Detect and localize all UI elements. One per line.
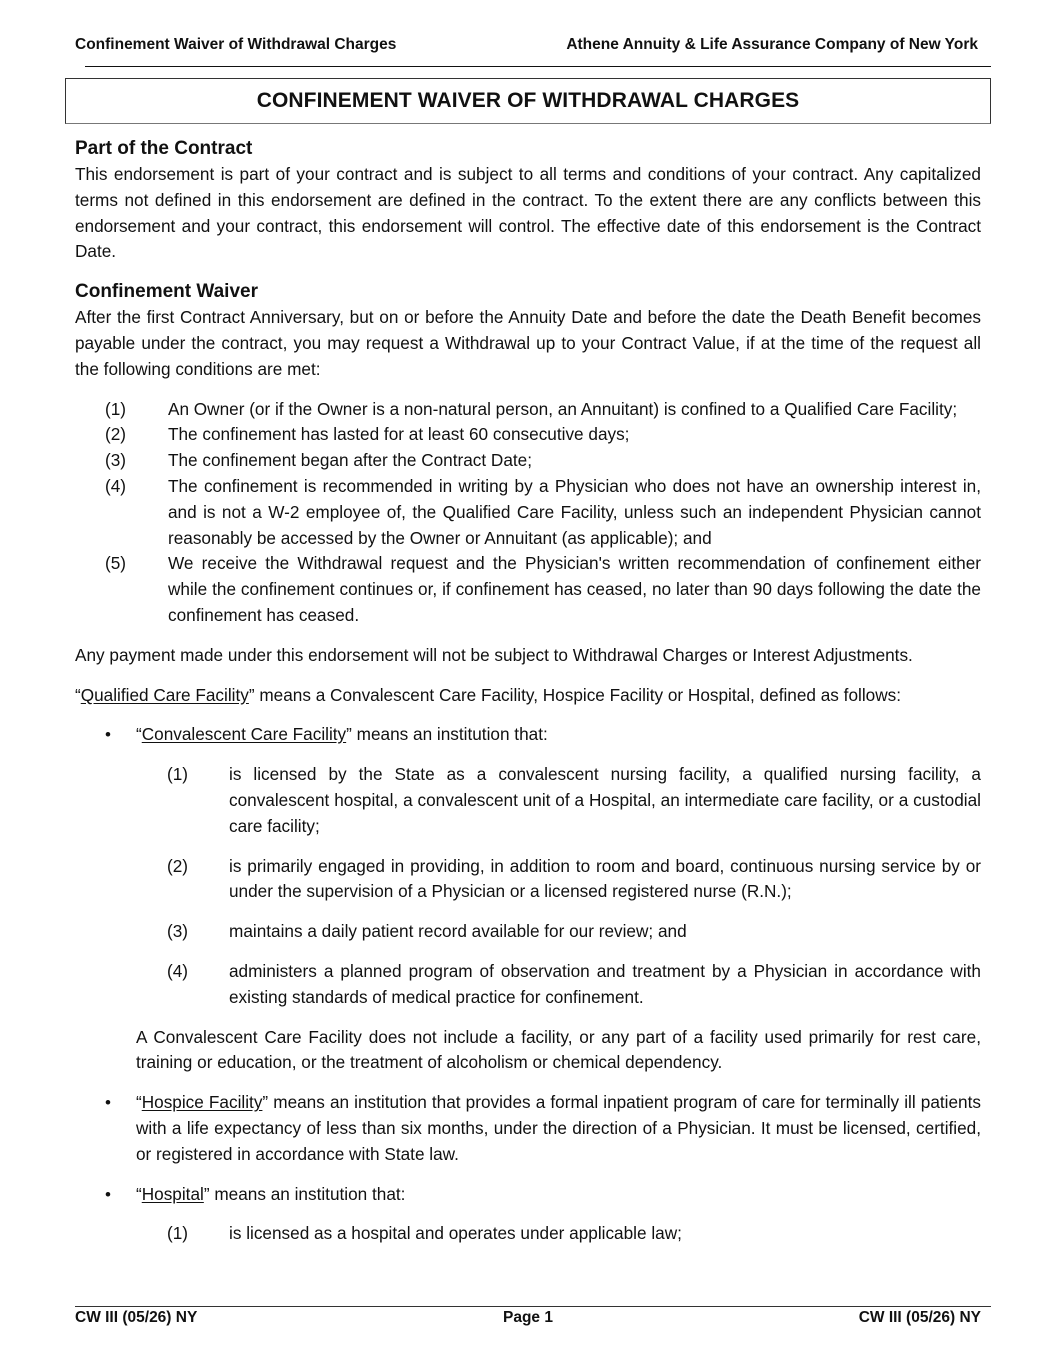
- footer-form-number-left: CW III (05/26) NY: [75, 1309, 198, 1326]
- footer-form-number-right: CW III (05/26) NY: [858, 1309, 981, 1326]
- criteria-text: is licensed by the State as a convalescent nursing facility, a qualified nursing facility, a convalescent hospital, a convalescent unit of a Hospital, an intermediate care facility, or a custodial care facility;: [229, 764, 981, 836]
- criteria-number: (2): [167, 855, 189, 876]
- definition-hospice-facility: [75, 1090, 981, 1167]
- definition-text: ” means an institution that provides a formal inpatient program of care for terminally ill patients with a life expectancy of less than six months, under the direction of a Physician. It must be licensed, certified, or registered in accordance with State law.: [136, 1092, 981, 1164]
- criteria-item: [75, 959, 981, 1011]
- criteria-text: is licensed as a hospital and operates under applicable law;: [229, 1223, 682, 1244]
- bullet-icon: •: [105, 725, 111, 745]
- qualified-care-facility-definition: [75, 683, 981, 709]
- header-company-name: Athene Annuity & Life Assurance Company of New York: [566, 36, 978, 53]
- condition-text: An Owner (or if the Owner is a non-natural person, an Annuitant) is confined to a Qualified Care Facility;: [168, 398, 958, 419]
- running-header: [75, 36, 980, 56]
- condition-item: [75, 551, 981, 628]
- open-quote: “: [75, 684, 81, 705]
- header-form-title: Confinement Waiver of Withdrawal Charges: [75, 36, 397, 53]
- condition-text: The confinement has lasted for at least 60 consecutive days;: [168, 424, 630, 445]
- footer-divider: [75, 1306, 991, 1307]
- criteria-number: (1): [167, 764, 189, 785]
- conditions-list: [75, 397, 981, 629]
- criteria-number: (3): [167, 921, 189, 942]
- page-title: CONFINEMENT WAIVER OF WITHDRAWAL CHARGES: [256, 89, 800, 112]
- criteria-text: maintains a daily patient record available for our review; and: [229, 921, 687, 942]
- defined-term-convalescent-care-facility: Convalescent Care Facility: [141, 724, 347, 745]
- open-quote: “: [136, 1183, 142, 1204]
- page-footer: [75, 1309, 981, 1329]
- condition-number: (2): [105, 424, 127, 445]
- definition-text: ” means a Convalescent Care Facility, Hospice Facility or Hospital, defined as follows:: [248, 684, 901, 705]
- title-box: [65, 78, 991, 124]
- definition-hospital: [75, 1182, 981, 1208]
- condition-text: The confinement began after the Contract Date;: [168, 450, 533, 471]
- definition-text: ” means an institution that:: [203, 1183, 406, 1204]
- condition-item: [75, 474, 981, 551]
- bullet-icon: •: [105, 1093, 111, 1113]
- criteria-item: [75, 1221, 981, 1247]
- condition-text: We receive the Withdrawal request and the Physician's written recommendation of confinement either while the confinement continues or, if confinement has ceased, no later than 90 days following the date the confinement has ceased.: [168, 553, 981, 625]
- part-of-contract-text: This endorsement is part of your contract and is subject to all terms and conditions of your contract. Any capitalized terms not defined in this endorsement are defined in the contract. To the extent there are any conflicts between this endorsement and your contract, this endorsement will control. The effective date of this endorsement is the Contract Date.: [75, 164, 981, 262]
- criteria-number: (4): [167, 960, 189, 981]
- open-quote: “: [136, 1092, 142, 1113]
- condition-item: [75, 422, 981, 448]
- page-number: Page 1: [503, 1309, 553, 1326]
- criteria-text: is primarily engaged in providing, in addition to room and board, continuous nursing service by or under the supervision of a Physician or a licensed registered nurse (R.N.);: [229, 855, 981, 902]
- criteria-item: [75, 919, 981, 945]
- header-divider: [85, 66, 991, 67]
- definition-convalescent-care-facility: [75, 722, 981, 748]
- hospital-criteria-list: [75, 1221, 981, 1247]
- criteria-item: [75, 762, 981, 839]
- defined-term-hospice-facility: Hospice Facility: [141, 1092, 263, 1113]
- open-quote: “: [136, 724, 142, 745]
- convalescent-exclusion: A Convalescent Care Facility does not include a facility, or any part of a facility used primarily for rest care, training or education, or the treatment of alcoholism or chemical dependency.: [136, 1026, 981, 1073]
- condition-number: (5): [105, 553, 127, 574]
- criteria-text: administers a planned program of observation and treatment by a Physician in accordance with existing standards of medical practice for confinement.: [229, 960, 981, 1007]
- condition-number: (1): [105, 398, 127, 419]
- condition-item: [75, 448, 981, 474]
- condition-number: (3): [105, 450, 127, 471]
- defined-term-qualified-care-facility: Qualified Care Facility: [80, 684, 249, 705]
- document-body: [75, 136, 981, 1247]
- confinement-waiver-intro: After the first Contract Anniversary, but on or before the Annuity Date and before the date the Death Benefit becomes payable under the contract, you may request a Withdrawal up to your Contract Value, if at the time of the request all the following conditions are met:: [75, 307, 981, 379]
- defined-term-hospital: Hospital: [141, 1183, 204, 1204]
- criteria-item: [75, 854, 981, 906]
- bullet-icon: •: [105, 1184, 111, 1204]
- condition-item: [75, 397, 981, 423]
- condition-text: The confinement is recommended in writing by a Physician who does not have an ownership interest in, and is not a W-2 employee of, the Qualified Care Facility, unless such an independent Physician cannot reasonably be accessed by the Owner or Annuitant (as applicable); and: [168, 475, 981, 548]
- payment-note: Any payment made under this endorsement will not be subject to Withdrawal Charges or Interest Adjustments.: [75, 644, 913, 665]
- section-heading-part-of-contract: Part of the Contract: [75, 138, 253, 159]
- condition-number: (4): [105, 475, 127, 496]
- definition-text: ” means an institution that:: [346, 724, 548, 745]
- convalescent-criteria-list: [75, 762, 981, 1010]
- criteria-number: (1): [167, 1223, 189, 1244]
- section-heading-confinement-waiver: Confinement Waiver: [75, 281, 258, 303]
